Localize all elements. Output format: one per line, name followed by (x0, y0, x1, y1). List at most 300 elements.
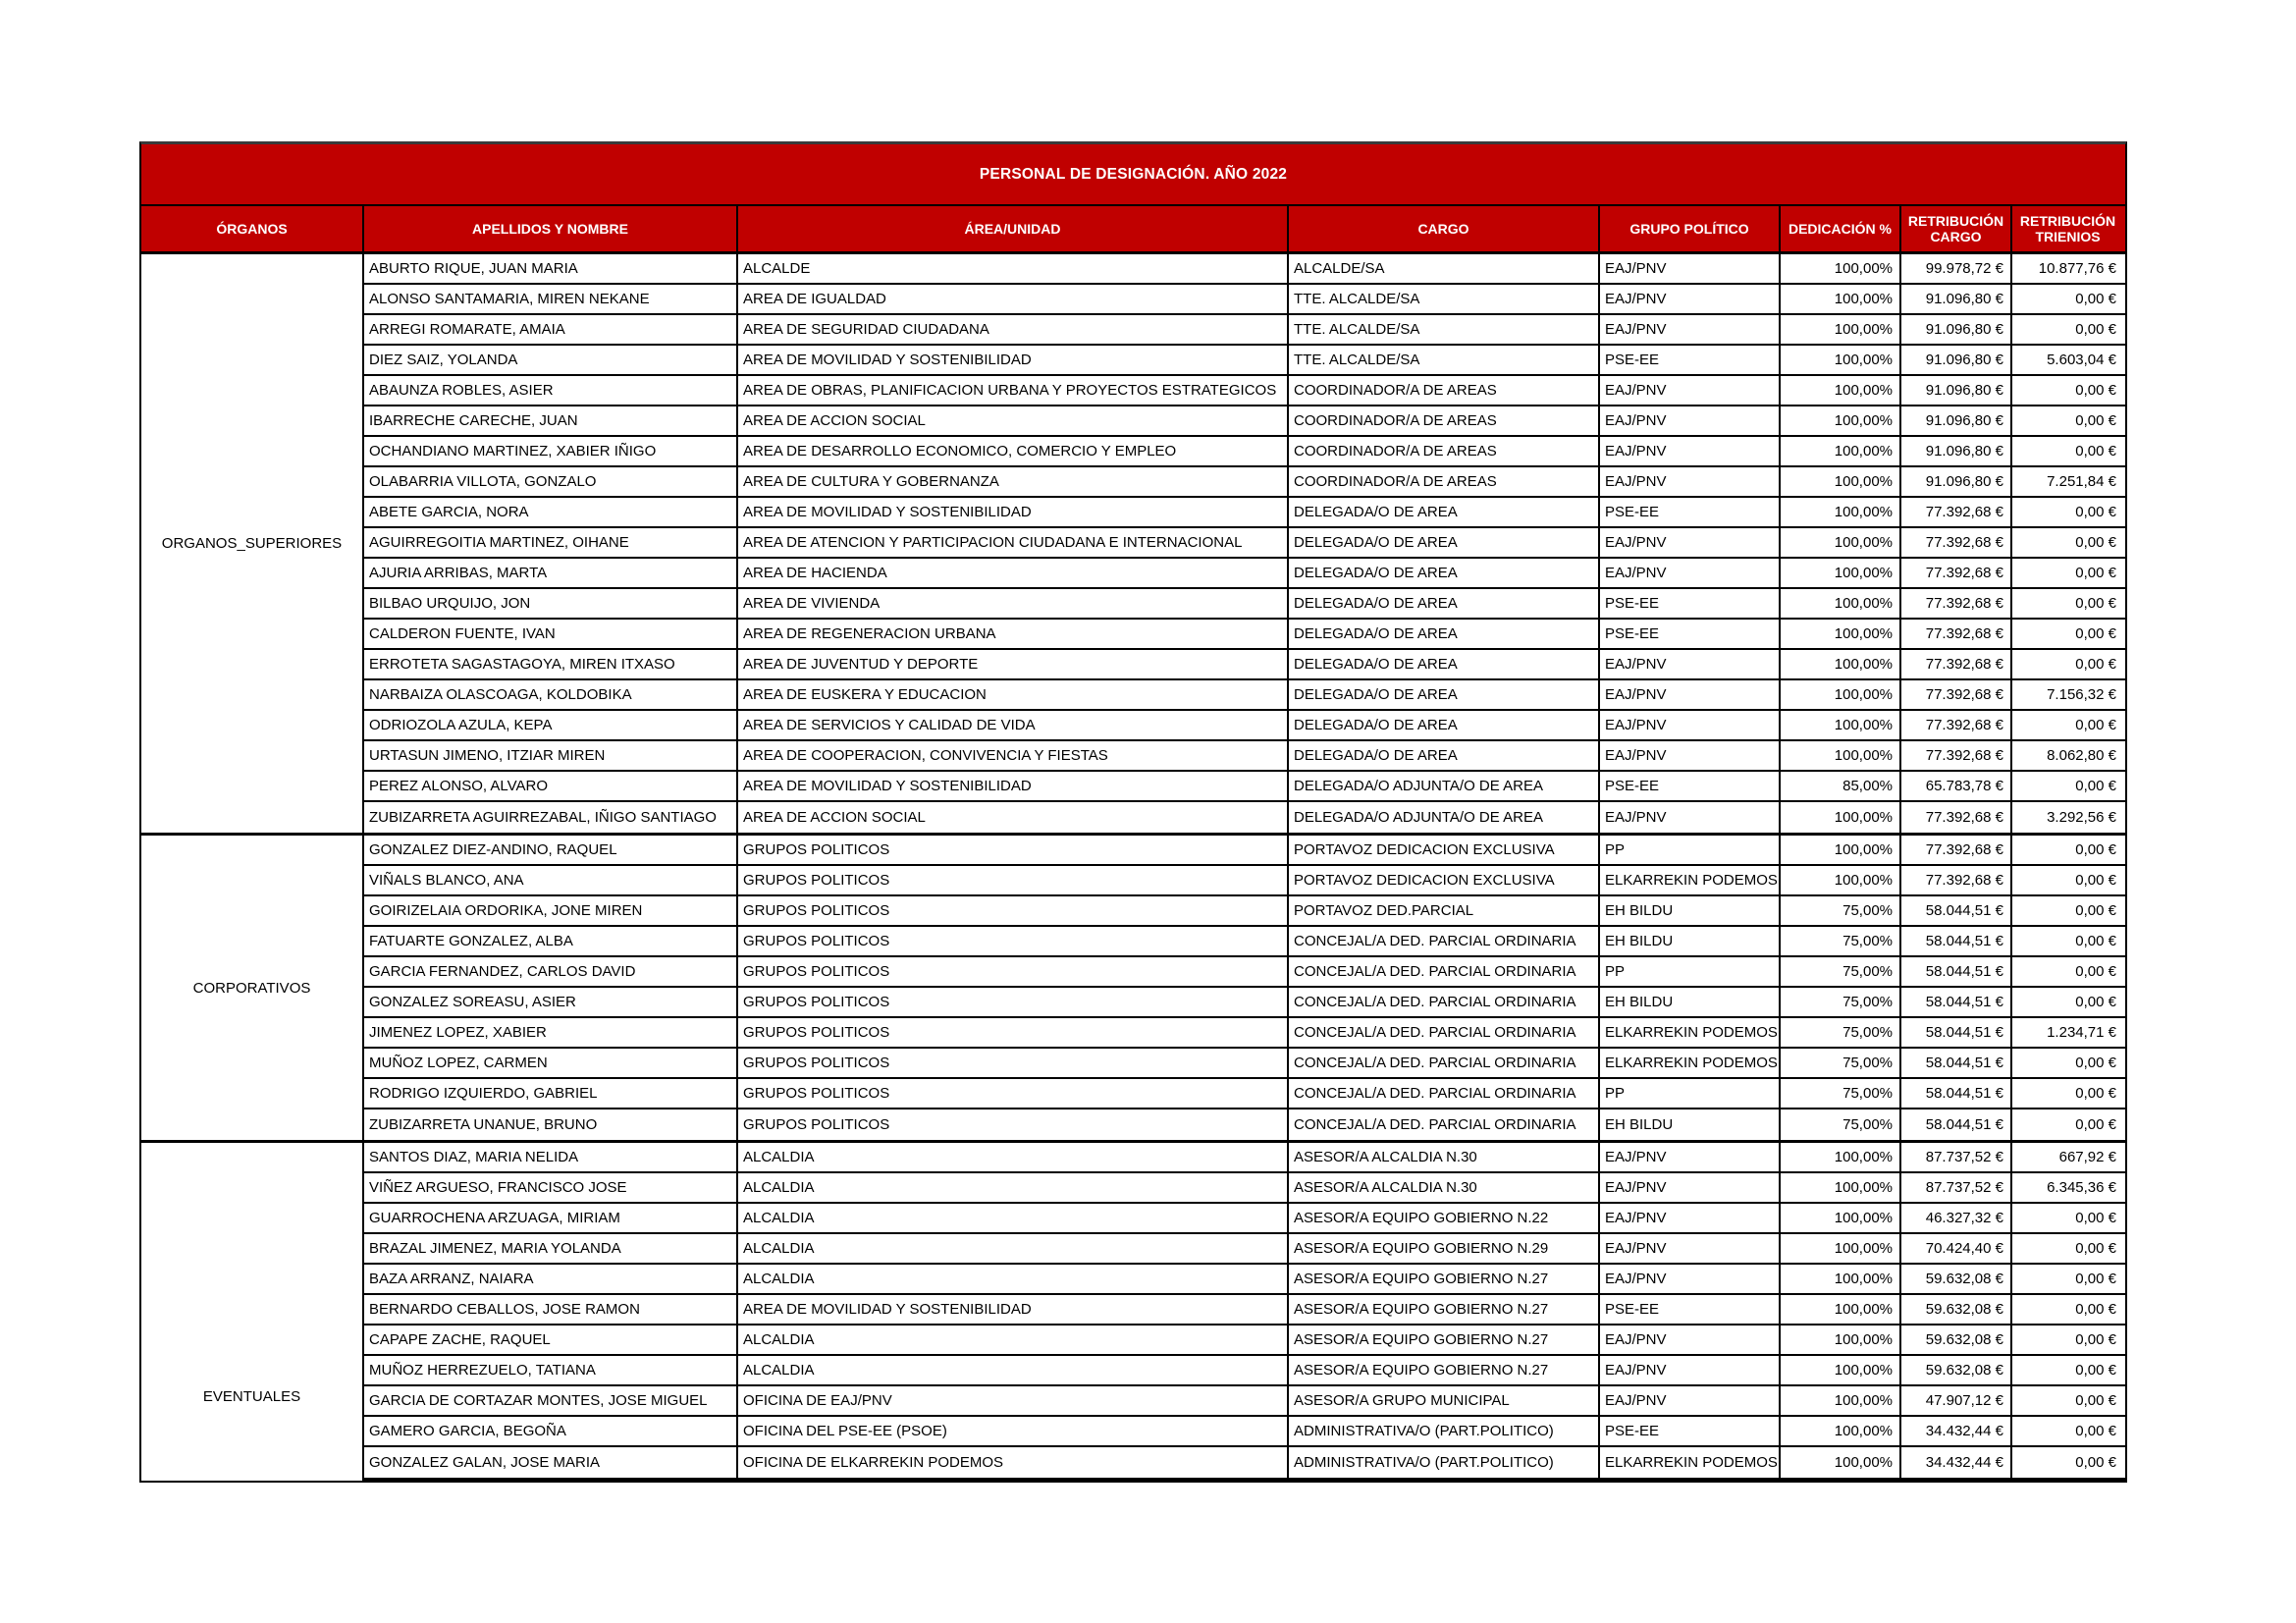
cell-retribucion-trienios: 0,00 € (2075, 595, 2116, 612)
table-title (141, 144, 2125, 206)
cell-retribucion-trienios: 0,00 € (2075, 1055, 2116, 1071)
cell-apellidos-nombre: CALDERON FUENTE, IVAN (364, 620, 738, 648)
cell-apellidos-nombre: GARCIA DE CORTAZAR MONTES, JOSE MIGUEL (364, 1386, 738, 1415)
cell-cargo: ASESOR/A GRUPO MUNICIPAL (1289, 1386, 1600, 1415)
cell-apellidos-nombre: GARCIA FERNANDEZ, CARLOS DAVID (364, 957, 738, 986)
cell-retribucion-cargo: 34.432,44 € (1901, 1417, 2012, 1445)
cell-cargo: DELEGADA/O DE AREA (1289, 650, 1600, 678)
table-row (364, 927, 2125, 957)
cell-dedicacion: 100,00% (1781, 406, 1901, 435)
cell-grupo-politico: EAJ/PNV (1600, 1234, 1781, 1263)
organo-label: EVENTUALES (202, 1388, 301, 1405)
cell-dedicacion: 100,00% (1781, 680, 1901, 709)
table-row (364, 528, 2125, 559)
cell-cargo: CONCEJAL/A DED. PARCIAL ORDINARIA (1289, 1109, 1600, 1140)
personnel-table (139, 141, 2127, 1483)
cell-grupo-politico: PSE-EE (1600, 772, 1781, 800)
cell-grupo-politico: ELKARREKIN PODEMOS (1600, 866, 1781, 894)
cell-apellidos-nombre: GONZALEZ SOREASU, ASIER (364, 988, 738, 1016)
cell-dedicacion: 85,00% (1781, 772, 1901, 800)
cell-cargo: CONCEJAL/A DED. PARCIAL ORDINARIA (1289, 957, 1600, 986)
cell-cargo: DELEGADA/O DE AREA (1289, 620, 1600, 648)
cell-retribucion-trienios: 0,00 € (2075, 933, 2116, 949)
cell-grupo-politico: PP (1600, 957, 1781, 986)
cell-apellidos-nombre: MUÑOZ HERREZUELO, TATIANA (364, 1356, 738, 1384)
table-row (364, 406, 2125, 437)
cell-dedicacion: 75,00% (1781, 1049, 1901, 1077)
cell-retribucion-trienios: 0,00 € (2075, 963, 2116, 980)
cell-area-unidad: AREA DE JUVENTUD Y DEPORTE (738, 650, 1289, 678)
table-row (364, 896, 2125, 927)
cell-grupo-politico: EH BILDU (1600, 896, 1781, 925)
cell-apellidos-nombre: IBARRECHE CARECHE, JUAN (364, 406, 738, 435)
cell-apellidos-nombre: AJURIA ARRIBAS, MARTA (364, 559, 738, 587)
cell-area-unidad: ALCALDIA (738, 1325, 1289, 1354)
cell-retribucion-trienios: 0,00 € (2075, 565, 2116, 581)
cell-dedicacion: 100,00% (1781, 836, 1901, 864)
cell-area-unidad: ALCALDIA (738, 1204, 1289, 1232)
cell-area-unidad: GRUPOS POLITICOS (738, 896, 1289, 925)
cell-retribucion-cargo: 46.327,32 € (1901, 1204, 2012, 1232)
cell-cargo: ASESOR/A EQUIPO GOBIERNO N.27 (1289, 1356, 1600, 1384)
cell-grupo-politico: PSE-EE (1600, 589, 1781, 618)
cell-dedicacion: 100,00% (1781, 1143, 1901, 1171)
cell-retribucion-trienios: 0,00 € (2075, 872, 2116, 889)
table-row (364, 1143, 2125, 1173)
cell-apellidos-nombre: URTASUN JIMENO, ITZIAR MIREN (364, 741, 738, 770)
cell-area-unidad: GRUPOS POLITICOS (738, 836, 1289, 864)
cell-retribucion-trienios: 5.603,04 € (2047, 352, 2116, 368)
cell-retribucion-cargo: 77.392,68 € (1901, 711, 2012, 739)
cell-dedicacion: 75,00% (1781, 988, 1901, 1016)
cell-dedicacion: 100,00% (1781, 315, 1901, 344)
cell-retribucion-cargo: 87.737,52 € (1901, 1143, 2012, 1171)
cell-area-unidad: AREA DE VIVIENDA (738, 589, 1289, 618)
cell-cargo: PORTAVOZ DEDICACION EXCLUSIVA (1289, 866, 1600, 894)
table-row (364, 988, 2125, 1018)
cell-area-unidad: OFICINA DE ELKARREKIN PODEMOS (738, 1447, 1289, 1478)
table-row (364, 1234, 2125, 1265)
cell-retribucion-cargo: 77.392,68 € (1901, 589, 2012, 618)
cell-apellidos-nombre: ABURTO RIQUE, JUAN MARIA (364, 254, 738, 283)
column-header-organos: ÓRGANOS (141, 206, 364, 251)
table-row (364, 1295, 2125, 1325)
cell-grupo-politico: ELKARREKIN PODEMOS (1600, 1049, 1781, 1077)
cell-grupo-politico: EAJ/PNV (1600, 1356, 1781, 1384)
cell-grupo-politico: EAJ/PNV (1600, 741, 1781, 770)
cell-grupo-politico: EAJ/PNV (1600, 406, 1781, 435)
cell-cargo: PORTAVOZ DEDICACION EXCLUSIVA (1289, 836, 1600, 864)
cell-grupo-politico: EAJ/PNV (1600, 1204, 1781, 1232)
group-rows (364, 1143, 2125, 1481)
cell-cargo: DELEGADA/O ADJUNTA/O DE AREA (1289, 802, 1600, 833)
table-row (364, 1325, 2125, 1356)
cell-retribucion-trienios: 0,00 € (2075, 625, 2116, 642)
cell-cargo: DELEGADA/O DE AREA (1289, 559, 1600, 587)
cell-retribucion-cargo: 77.392,68 € (1901, 836, 2012, 864)
cell-retribucion-cargo: 59.632,08 € (1901, 1295, 2012, 1324)
cell-dedicacion: 100,00% (1781, 376, 1901, 405)
cell-retribucion-cargo: 91.096,80 € (1901, 467, 2012, 496)
cell-area-unidad: OFICINA DEL PSE-EE (PSOE) (738, 1417, 1289, 1445)
cell-retribucion-cargo: 77.392,68 € (1901, 741, 2012, 770)
cell-grupo-politico: EAJ/PNV (1600, 437, 1781, 465)
cell-cargo: DELEGADA/O DE AREA (1289, 680, 1600, 709)
organo-cell (141, 254, 364, 833)
cell-grupo-politico: PSE-EE (1600, 1417, 1781, 1445)
table-row (364, 1386, 2125, 1417)
cell-retribucion-cargo: 77.392,68 € (1901, 650, 2012, 678)
cell-retribucion-trienios: 10.877,76 € (2038, 260, 2116, 277)
cell-retribucion-cargo: 77.392,68 € (1901, 498, 2012, 526)
cell-area-unidad: AREA DE COOPERACION, CONVIVENCIA Y FIESTAS (738, 741, 1289, 770)
cell-area-unidad: AREA DE SERVICIOS Y CALIDAD DE VIDA (738, 711, 1289, 739)
column-header-retribucion-trienios: RETRIBUCIÓN TRIENIOS (2019, 212, 2116, 244)
cell-dedicacion: 100,00% (1781, 589, 1901, 618)
cell-retribucion-trienios: 0,00 € (2075, 778, 2116, 794)
cell-dedicacion: 100,00% (1781, 346, 1901, 374)
table-row (364, 1049, 2125, 1079)
cell-retribucion-cargo: 58.044,51 € (1901, 1018, 2012, 1047)
cell-dedicacion: 100,00% (1781, 802, 1901, 833)
cell-retribucion-trienios: 0,00 € (2075, 1210, 2116, 1226)
cell-retribucion-trienios: 0,00 € (2075, 717, 2116, 733)
table-row (364, 802, 2125, 833)
cell-apellidos-nombre: GONZALEZ GALAN, JOSE MARIA (364, 1447, 738, 1478)
cell-retribucion-trienios: 7.156,32 € (2047, 686, 2116, 703)
cell-apellidos-nombre: ABETE GARCIA, NORA (364, 498, 738, 526)
cell-area-unidad: OFICINA DE EAJ/PNV (738, 1386, 1289, 1415)
cell-grupo-politico: EAJ/PNV (1600, 1265, 1781, 1293)
group-rows (364, 254, 2125, 833)
cell-apellidos-nombre: FATUARTE GONZALEZ, ALBA (364, 927, 738, 955)
cell-area-unidad: ALCALDE (738, 254, 1289, 283)
cell-grupo-politico: PP (1600, 1079, 1781, 1108)
table-row (364, 589, 2125, 620)
cell-grupo-politico: PSE-EE (1600, 498, 1781, 526)
table-row (364, 498, 2125, 528)
organo-group (141, 836, 2125, 1143)
cell-area-unidad: AREA DE MOVILIDAD Y SOSTENIBILIDAD (738, 1295, 1289, 1324)
cell-apellidos-nombre: BERNARDO CEBALLOS, JOSE RAMON (364, 1295, 738, 1324)
cell-retribucion-cargo: 47.907,12 € (1901, 1386, 2012, 1415)
table-title-text: PERSONAL DE DESIGNACIÓN. AÑO 2022 (979, 165, 1288, 183)
cell-area-unidad: ALCALDIA (738, 1234, 1289, 1263)
cell-cargo: ASESOR/A ALCALDIA N.30 (1289, 1143, 1600, 1171)
cell-retribucion-cargo: 91.096,80 € (1901, 346, 2012, 374)
cell-grupo-politico: EAJ/PNV (1600, 680, 1781, 709)
cell-area-unidad: GRUPOS POLITICOS (738, 1109, 1289, 1140)
cell-retribucion-trienios: 0,00 € (2075, 1301, 2116, 1318)
cell-retribucion-cargo: 77.392,68 € (1901, 680, 2012, 709)
cell-retribucion-cargo: 59.632,08 € (1901, 1356, 2012, 1384)
cell-cargo: DELEGADA/O DE AREA (1289, 498, 1600, 526)
cell-apellidos-nombre: VIÑEZ ARGUESO, FRANCISCO JOSE (364, 1173, 738, 1202)
cell-area-unidad: AREA DE ACCION SOCIAL (738, 802, 1289, 833)
cell-retribucion-cargo: 34.432,44 € (1901, 1447, 2012, 1478)
cell-dedicacion: 100,00% (1781, 1265, 1901, 1293)
cell-dedicacion: 100,00% (1781, 1234, 1901, 1263)
cell-retribucion-cargo: 58.044,51 € (1901, 1049, 2012, 1077)
cell-grupo-politico: EH BILDU (1600, 988, 1781, 1016)
cell-retribucion-trienios: 0,00 € (2075, 1271, 2116, 1287)
cell-retribucion-cargo: 91.096,80 € (1901, 285, 2012, 313)
cell-dedicacion: 100,00% (1781, 498, 1901, 526)
cell-apellidos-nombre: CAPAPE ZACHE, RAQUEL (364, 1325, 738, 1354)
cell-retribucion-trienios: 0,00 € (2075, 1085, 2116, 1102)
cell-grupo-politico: EAJ/PNV (1600, 467, 1781, 496)
cell-dedicacion: 100,00% (1781, 1173, 1901, 1202)
cell-grupo-politico: EAJ/PNV (1600, 285, 1781, 313)
cell-grupo-politico: EAJ/PNV (1600, 376, 1781, 405)
table-row (364, 285, 2125, 315)
cell-dedicacion: 100,00% (1781, 1386, 1901, 1415)
cell-retribucion-cargo: 77.392,68 € (1901, 866, 2012, 894)
cell-area-unidad: ALCALDIA (738, 1356, 1289, 1384)
cell-apellidos-nombre: JIMENEZ LOPEZ, XABIER (364, 1018, 738, 1047)
cell-apellidos-nombre: OCHANDIANO MARTINEZ, XABIER IÑIGO (364, 437, 738, 465)
cell-grupo-politico: EAJ/PNV (1600, 254, 1781, 283)
cell-dedicacion: 100,00% (1781, 741, 1901, 770)
group-rows (364, 836, 2125, 1140)
cell-retribucion-trienios: 8.062,80 € (2047, 747, 2116, 764)
cell-grupo-politico: EAJ/PNV (1600, 1325, 1781, 1354)
cell-retribucion-trienios: 0,00 € (2075, 1331, 2116, 1348)
cell-retribucion-trienios: 0,00 € (2075, 1423, 2116, 1439)
cell-cargo: CONCEJAL/A DED. PARCIAL ORDINARIA (1289, 1049, 1600, 1077)
cell-grupo-politico: EAJ/PNV (1600, 1386, 1781, 1415)
cell-retribucion-trienios: 0,00 € (2075, 1240, 2116, 1257)
cell-dedicacion: 75,00% (1781, 957, 1901, 986)
cell-retribucion-cargo: 58.044,51 € (1901, 1079, 2012, 1108)
cell-area-unidad: AREA DE MOVILIDAD Y SOSTENIBILIDAD (738, 772, 1289, 800)
table-row (364, 559, 2125, 589)
cell-dedicacion: 75,00% (1781, 1109, 1901, 1140)
cell-retribucion-cargo: 58.044,51 € (1901, 927, 2012, 955)
cell-retribucion-cargo: 59.632,08 € (1901, 1265, 2012, 1293)
cell-area-unidad: AREA DE SEGURIDAD CIUDADANA (738, 315, 1289, 344)
cell-area-unidad: ALCALDIA (738, 1143, 1289, 1171)
table-row (364, 680, 2125, 711)
cell-dedicacion: 100,00% (1781, 1325, 1901, 1354)
cell-retribucion-cargo: 91.096,80 € (1901, 376, 2012, 405)
cell-retribucion-cargo: 91.096,80 € (1901, 406, 2012, 435)
cell-area-unidad: ALCALDIA (738, 1173, 1289, 1202)
table-body (141, 254, 2125, 1481)
cell-retribucion-trienios: 0,00 € (2075, 291, 2116, 307)
cell-retribucion-trienios: 7.251,84 € (2047, 473, 2116, 490)
cell-apellidos-nombre: ERROTETA SAGASTAGOYA, MIREN ITXASO (364, 650, 738, 678)
cell-apellidos-nombre: ALONSO SANTAMARIA, MIREN NEKANE (364, 285, 738, 313)
cell-retribucion-trienios: 0,00 € (2075, 994, 2116, 1010)
cell-retribucion-cargo: 91.096,80 € (1901, 315, 2012, 344)
cell-cargo: ASESOR/A ALCALDIA N.30 (1289, 1173, 1600, 1202)
cell-apellidos-nombre: GOIRIZELAIA ORDORIKA, JONE MIREN (364, 896, 738, 925)
cell-cargo: ASESOR/A EQUIPO GOBIERNO N.27 (1289, 1295, 1600, 1324)
cell-retribucion-trienios: 0,00 € (2075, 443, 2116, 460)
column-header-area: ÁREA/UNIDAD (738, 206, 1289, 251)
organo-cell (141, 1143, 364, 1481)
organo-label: ORGANOS_SUPERIORES (161, 535, 343, 552)
cell-grupo-politico: ELKARREKIN PODEMOS (1600, 1018, 1781, 1047)
table-row (364, 1018, 2125, 1049)
cell-grupo-politico: EAJ/PNV (1600, 559, 1781, 587)
cell-cargo: ASESOR/A EQUIPO GOBIERNO N.29 (1289, 1234, 1600, 1263)
organo-label: CORPORATIVOS (192, 979, 311, 997)
cell-dedicacion: 100,00% (1781, 620, 1901, 648)
cell-grupo-politico: EAJ/PNV (1600, 711, 1781, 739)
cell-apellidos-nombre: AGUIRREGOITIA MARTINEZ, OIHANE (364, 528, 738, 557)
table-row (364, 1109, 2125, 1140)
cell-dedicacion: 100,00% (1781, 1295, 1901, 1324)
cell-grupo-politico: EAJ/PNV (1600, 802, 1781, 833)
cell-area-unidad: AREA DE REGENERACION URBANA (738, 620, 1289, 648)
cell-dedicacion: 100,00% (1781, 1417, 1901, 1445)
cell-grupo-politico: EAJ/PNV (1600, 315, 1781, 344)
cell-apellidos-nombre: GONZALEZ DIEZ-ANDINO, RAQUEL (364, 836, 738, 864)
column-header-apellidos: APELLIDOS Y NOMBRE (364, 206, 738, 251)
cell-dedicacion: 100,00% (1781, 528, 1901, 557)
cell-dedicacion: 100,00% (1781, 254, 1901, 283)
table-row (364, 741, 2125, 772)
cell-retribucion-trienios: 3.292,56 € (2047, 809, 2116, 826)
cell-cargo: DELEGADA/O DE AREA (1289, 528, 1600, 557)
cell-grupo-politico: EH BILDU (1600, 1109, 1781, 1140)
cell-area-unidad: AREA DE IGUALDAD (738, 285, 1289, 313)
cell-cargo: TTE. ALCALDE/SA (1289, 285, 1600, 313)
cell-grupo-politico: EAJ/PNV (1600, 1173, 1781, 1202)
table-row (364, 1204, 2125, 1234)
cell-area-unidad: AREA DE CULTURA Y GOBERNANZA (738, 467, 1289, 496)
table-row (364, 957, 2125, 988)
cell-apellidos-nombre: NARBAIZA OLASCOAGA, KOLDOBIKA (364, 680, 738, 709)
cell-grupo-politico: ELKARREKIN PODEMOS (1600, 1447, 1781, 1478)
cell-dedicacion: 75,00% (1781, 1018, 1901, 1047)
cell-grupo-politico: PSE-EE (1600, 1295, 1781, 1324)
cell-apellidos-nombre: ZUBIZARRETA AGUIRREZABAL, IÑIGO SANTIAGO (364, 802, 738, 833)
cell-area-unidad: AREA DE EUSKERA Y EDUCACION (738, 680, 1289, 709)
column-header-grupo: GRUPO POLÍTICO (1600, 206, 1781, 251)
cell-cargo: COORDINADOR/A DE AREAS (1289, 376, 1600, 405)
cell-retribucion-trienios: 0,00 € (2075, 902, 2116, 919)
table-row (364, 1356, 2125, 1386)
cell-cargo: ADMINISTRATIVA/O (PART.POLITICO) (1289, 1447, 1600, 1478)
cell-cargo: DELEGADA/O DE AREA (1289, 741, 1600, 770)
cell-grupo-politico: EAJ/PNV (1600, 1143, 1781, 1171)
cell-retribucion-trienios: 6.345,36 € (2047, 1179, 2116, 1196)
cell-area-unidad: GRUPOS POLITICOS (738, 866, 1289, 894)
cell-area-unidad: AREA DE OBRAS, PLANIFICACION URBANA Y PROYECTOS ESTRATEGICOS (738, 376, 1289, 405)
cell-retribucion-trienios: 0,00 € (2075, 656, 2116, 673)
table-row (364, 1265, 2125, 1295)
cell-retribucion-trienios: 0,00 € (2075, 382, 2116, 399)
cell-retribucion-cargo: 65.783,78 € (1901, 772, 2012, 800)
table-row (364, 437, 2125, 467)
cell-area-unidad: GRUPOS POLITICOS (738, 1049, 1289, 1077)
cell-cargo: PORTAVOZ DED.PARCIAL (1289, 896, 1600, 925)
cell-apellidos-nombre: GAMERO GARCIA, BEGOÑA (364, 1417, 738, 1445)
cell-area-unidad: GRUPOS POLITICOS (738, 957, 1289, 986)
cell-dedicacion: 100,00% (1781, 1204, 1901, 1232)
table-row (364, 467, 2125, 498)
cell-retribucion-trienios: 0,00 € (2075, 321, 2116, 338)
cell-retribucion-cargo: 99.978,72 € (1901, 254, 2012, 283)
cell-grupo-politico: EAJ/PNV (1600, 528, 1781, 557)
cell-retribucion-cargo: 59.632,08 € (1901, 1325, 2012, 1354)
cell-cargo: CONCEJAL/A DED. PARCIAL ORDINARIA (1289, 1079, 1600, 1108)
organo-group (141, 254, 2125, 836)
cell-cargo: TTE. ALCALDE/SA (1289, 346, 1600, 374)
cell-retribucion-cargo: 87.737,52 € (1901, 1173, 2012, 1202)
column-header-dedicacion: DEDICACIÓN % (1781, 206, 1901, 251)
cell-cargo: ASESOR/A EQUIPO GOBIERNO N.22 (1289, 1204, 1600, 1232)
cell-cargo: DELEGADA/O DE AREA (1289, 589, 1600, 618)
cell-cargo: DELEGADA/O DE AREA (1289, 711, 1600, 739)
cell-retribucion-cargo: 58.044,51 € (1901, 896, 2012, 925)
table-row (364, 1447, 2125, 1478)
table-row (364, 376, 2125, 406)
cell-grupo-politico: PSE-EE (1600, 346, 1781, 374)
cell-cargo: ALCALDE/SA (1289, 254, 1600, 283)
cell-grupo-politico: EH BILDU (1600, 927, 1781, 955)
cell-dedicacion: 100,00% (1781, 866, 1901, 894)
cell-area-unidad: GRUPOS POLITICOS (738, 1018, 1289, 1047)
cell-apellidos-nombre: BRAZAL JIMENEZ, MARIA YOLANDA (364, 1234, 738, 1263)
cell-dedicacion: 100,00% (1781, 467, 1901, 496)
table-row (364, 866, 2125, 896)
cell-apellidos-nombre: DIEZ SAIZ, YOLANDA (364, 346, 738, 374)
cell-retribucion-trienios: 0,00 € (2075, 534, 2116, 551)
cell-retribucion-cargo: 58.044,51 € (1901, 988, 2012, 1016)
cell-apellidos-nombre: SANTOS DIAZ, MARIA NELIDA (364, 1143, 738, 1171)
cell-dedicacion: 75,00% (1781, 896, 1901, 925)
cell-cargo: COORDINADOR/A DE AREAS (1289, 406, 1600, 435)
column-header-retribucion-cargo: RETRIBUCIÓN CARGO (1901, 206, 2012, 251)
cell-apellidos-nombre: ODRIOZOLA AZULA, KEPA (364, 711, 738, 739)
cell-retribucion-trienios: 0,00 € (2075, 841, 2116, 858)
organo-cell (141, 836, 364, 1140)
cell-dedicacion: 75,00% (1781, 927, 1901, 955)
cell-cargo: ASESOR/A EQUIPO GOBIERNO N.27 (1289, 1265, 1600, 1293)
column-header-cargo: CARGO (1289, 206, 1600, 251)
cell-dedicacion: 100,00% (1781, 437, 1901, 465)
cell-apellidos-nombre: GUARROCHENA ARZUAGA, MIRIAM (364, 1204, 738, 1232)
cell-dedicacion: 100,00% (1781, 285, 1901, 313)
cell-area-unidad: GRUPOS POLITICOS (738, 927, 1289, 955)
cell-area-unidad: GRUPOS POLITICOS (738, 1079, 1289, 1108)
table-header-row (141, 206, 2125, 254)
cell-cargo: ASESOR/A EQUIPO GOBIERNO N.27 (1289, 1325, 1600, 1354)
cell-cargo: CONCEJAL/A DED. PARCIAL ORDINARIA (1289, 927, 1600, 955)
cell-apellidos-nombre: ARREGI ROMARATE, AMAIA (364, 315, 738, 344)
cell-apellidos-nombre: BILBAO URQUIJO, JON (364, 589, 738, 618)
cell-retribucion-cargo: 91.096,80 € (1901, 437, 2012, 465)
cell-retribucion-trienios: 1.234,71 € (2047, 1024, 2116, 1041)
cell-apellidos-nombre: OLABARRIA VILLOTA, GONZALO (364, 467, 738, 496)
cell-cargo: COORDINADOR/A DE AREAS (1289, 437, 1600, 465)
cell-grupo-politico: PP (1600, 836, 1781, 864)
cell-area-unidad: AREA DE DESARROLLO ECONOMICO, COMERCIO Y EMPLEO (738, 437, 1289, 465)
cell-cargo: CONCEJAL/A DED. PARCIAL ORDINARIA (1289, 988, 1600, 1016)
cell-retribucion-trienios: 0,00 € (2075, 1116, 2116, 1133)
table-row (364, 836, 2125, 866)
cell-cargo: DELEGADA/O ADJUNTA/O DE AREA (1289, 772, 1600, 800)
cell-retribucion-cargo: 77.392,68 € (1901, 559, 2012, 587)
table-row (364, 315, 2125, 346)
cell-retribucion-cargo: 77.392,68 € (1901, 620, 2012, 648)
table-row (364, 1173, 2125, 1204)
cell-retribucion-trienios: 0,00 € (2075, 1362, 2116, 1379)
